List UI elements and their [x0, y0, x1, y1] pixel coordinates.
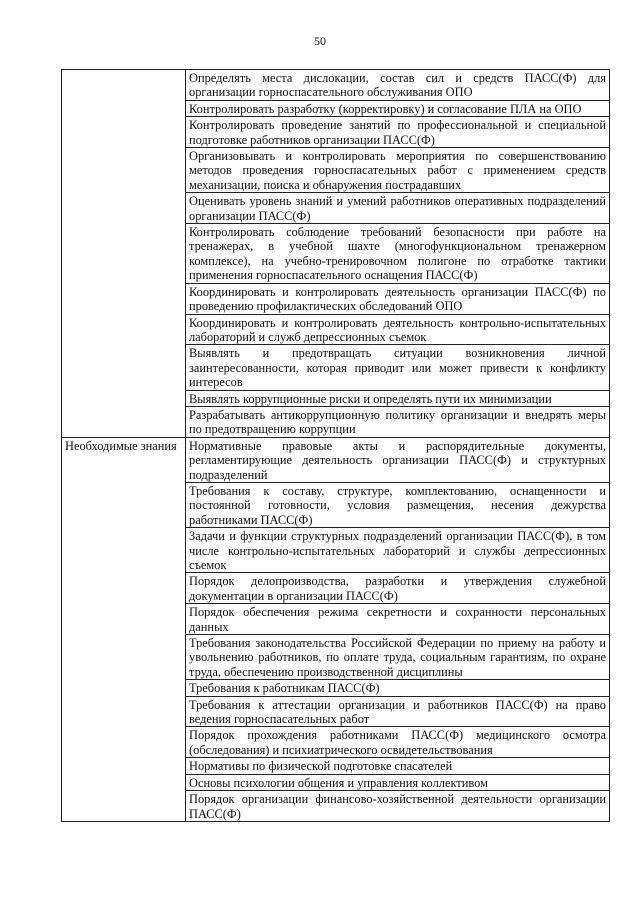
section-label-cell: Необходимые знания — [62, 437, 186, 821]
requirement-item-cell: Требования законодательства Российской Федерации по приему на работу и увольнению работников, по оплате труда, социальным гарантиям, по охране труда, обеспечению производственной дисциплины — [186, 635, 610, 680]
requirement-item-cell: Контролировать проведение занятий по профессиональной и специальной подготовке работников организации ПАСС(Ф) — [186, 117, 610, 148]
requirement-item-cell: Порядок обеспечения режима секретности и сохранности персональных данных — [186, 604, 610, 635]
requirement-item-cell: Координировать и контролировать деятельность контрольно-испытательных лабораторий и служб депрессионных съемок — [186, 314, 610, 345]
requirement-item-cell: Нормативы по физической подготовке спасателей — [186, 758, 610, 774]
requirement-item-cell: Порядок делопроизводства, разработки и утверждения служебной документации в организации ПАСС(Ф) — [186, 573, 610, 604]
requirement-item-cell: Координировать и контролировать деятельность организации ПАСС(Ф) по проведению профилактических обследований ОПО — [186, 283, 610, 314]
requirements-table — [61, 69, 610, 822]
requirement-item-cell: Порядок организации финансово-хозяйственной деятельности организации ПАСС(Ф) — [186, 791, 610, 822]
requirement-item-cell: Требования к составу, структуре, комплектованию, оснащенности и постоянной готовности, условия размещения, несения дежурства работниками ПАСС(Ф) — [186, 482, 610, 527]
requirement-item-cell: Контролировать соблюдение требований безопасности при работе на тренажерах, в учебной шахте (многофункциональном тренажерном комплексе), на учебно-тренировочном полигоне по отработке тактики применения горноспасательного оснащения ПАСС(Ф) — [186, 224, 610, 284]
requirement-item-cell: Задачи и функции структурных подразделений организации ПАСС(Ф), в том числе контрольно-испытательных лабораторий и службы депрессионных съемок — [186, 528, 610, 573]
requirement-item-cell: Порядок прохождения работниками ПАСС(Ф) медицинского осмотра (обследования) и психиатрического освидетельствования — [186, 727, 610, 758]
requirement-item-cell: Выявлять коррупционные риски и определять пути их минимизации — [186, 390, 610, 406]
requirement-item-cell: Определять места дислокации, состав сил и средств ПАСС(Ф) для организации горноспасательного обслуживания ОПО — [186, 70, 610, 101]
table-row — [62, 437, 610, 482]
requirement-item-cell: Требования к аттестации организации и работников ПАСС(Ф) на право ведения горноспасательных работ — [186, 696, 610, 727]
requirements-table-body — [62, 70, 610, 822]
requirement-item-cell: Основы психологии общения и управления коллективом — [186, 774, 610, 790]
requirement-item-cell: Контролировать разработку (корректировку) и согласование ПЛА на ОПО — [186, 100, 610, 116]
requirement-item-cell: Организовывать и контролировать мероприятия по совершенствованию методов проведения горноспасательных работ с применением средств механизации, поиска и обнаружения пострадавших — [186, 148, 610, 193]
requirement-item-cell: Нормативные правовые акты и распорядительные документы, регламентирующие деятельность организации ПАСС(Ф) и структурных подразделений — [186, 437, 610, 482]
requirement-item-cell: Требования к работникам ПАСС(Ф) — [186, 680, 610, 696]
requirement-item-cell: Выявлять и предотвращать ситуации возникновения личной заинтересованности, которая приводит или может привести к конфликту интересов — [186, 345, 610, 390]
table-row — [62, 70, 610, 101]
requirement-item-cell: Разрабатывать антикоррупционную политику организации и внедрять меры по предотвращению коррупции — [186, 406, 610, 437]
page-number: 50 — [314, 34, 326, 48]
section-label-cell — [62, 70, 186, 438]
requirement-item-cell: Оценивать уровень знаний и умений работников оперативных подразделений организации ПАСС(Ф) — [186, 193, 610, 224]
